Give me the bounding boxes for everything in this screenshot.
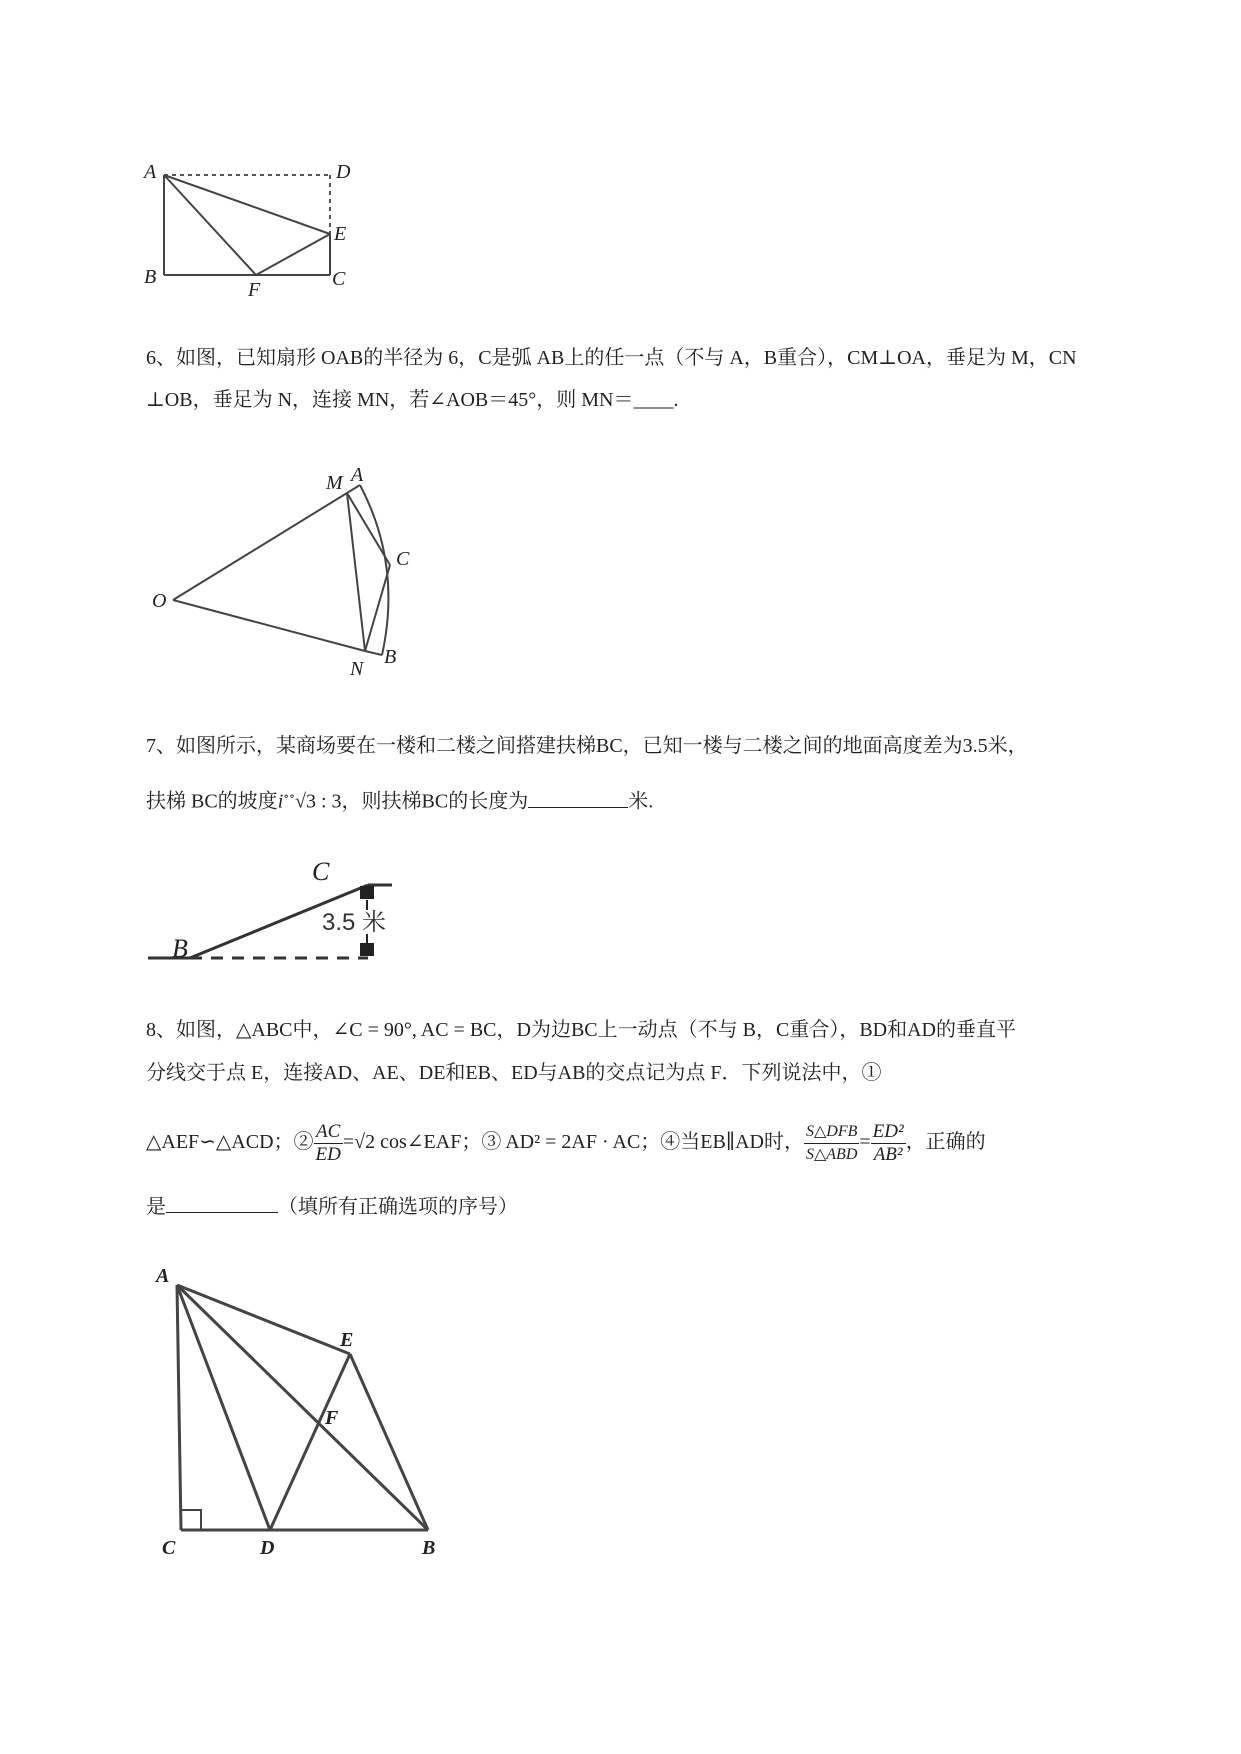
figure-rectangle-fold [130, 150, 360, 300]
fraction-ed-ab-den: AB² [873, 1143, 903, 1165]
q8-text-3b: =√2 cos∠EAF；③ AD² = 2AF · AC；④当EB∥AD时， [342, 1131, 804, 1153]
label-B: B [172, 934, 188, 963]
question-7-line-1: 7、如图所示，某商场要在一楼和二楼之间搭建扶梯BC，已知一楼与二楼之间的地面高度差为3.5米， [146, 735, 1028, 757]
question-8-line-1: 8、如图，△ABC中，∠C = 90°, AC = BC，D为边BC上一动点（不与 B，C重合），BD和AD的垂直平 [146, 1019, 1016, 1041]
label-B: B [384, 646, 397, 668]
label-N: N [350, 658, 364, 680]
q8-text-4a: 是 [146, 1196, 166, 1218]
q7-text-d: 米. [628, 790, 654, 813]
label-E: E [334, 223, 347, 245]
figure-escalator [140, 850, 420, 980]
fraction-area-ratio-den: S△ABD [805, 1145, 858, 1163]
label-C: C [396, 548, 410, 570]
label-D: D [336, 161, 351, 183]
figure-right-triangle [140, 1260, 470, 1560]
q8-text-3c: = [859, 1131, 871, 1153]
question-8-line-4 [146, 1196, 1166, 1217]
q7-slope-symbol: i [277, 790, 284, 813]
label-C: C [332, 268, 346, 290]
label-C: C [162, 1537, 176, 1559]
q7-answer-blank[interactable] [528, 791, 628, 808]
q8-text-3a: △AEF∽△ACD；② [146, 1131, 314, 1153]
label-O: O [152, 590, 167, 612]
q8-text-4b: （填所有正确选项的序号） [278, 1196, 518, 1218]
q8-answer-blank[interactable] [166, 1196, 278, 1213]
fraction-area-ratio-num: S△DFB [804, 1121, 859, 1144]
label-F: F [248, 279, 261, 300]
q7-text-a: 扶梯 BC的坡度 [146, 790, 278, 813]
label-E: E [340, 1329, 354, 1351]
figure-sector [140, 455, 430, 685]
question-8-line-2: 分线交于点 E，连接AD、AE、DE和EB、ED与AB的交点记为点 F．下列说法中，① [146, 1062, 882, 1084]
fraction-area-ratio [804, 1121, 859, 1166]
fraction-ed-ab [871, 1121, 906, 1166]
q7-text-c: √3 : 3，则扶梯BC的长度为 [295, 790, 529, 813]
label-D: D [260, 1537, 275, 1559]
q7-equal-glyph: ∘∘ [283, 789, 296, 803]
fraction-ac-ed-num: AC [314, 1121, 343, 1144]
question-6-line-1: 6、如图，已知扇形 OAB的半径为 6，C是弧 AB上的任一点（不与 A，B重合），CM⊥OA，垂足为 M，CN [146, 347, 1077, 369]
label-A: A [144, 161, 157, 183]
fraction-ac-ed-den: ED [315, 1143, 341, 1165]
question-6-line-2: ⊥OB，垂足为 N，连接 MN，若∠AOB＝45°，则 MN＝____. [146, 389, 679, 411]
fraction-ac-ed [314, 1121, 343, 1166]
fraction-ed-ab-num: ED² [872, 1120, 904, 1142]
label-A: A [351, 464, 364, 486]
label-B: B [144, 266, 157, 288]
question-8-line-3 [146, 1118, 1166, 1166]
label-M: M [326, 472, 343, 494]
label-A: A [156, 1265, 170, 1287]
q8-text-3d: ，正确的 [905, 1131, 986, 1153]
question-7-line-2 [146, 786, 1166, 812]
height-label: 3.5 米 [322, 909, 387, 936]
label-B: B [422, 1537, 436, 1559]
label-C: C [312, 857, 330, 886]
label-F: F [325, 1407, 339, 1429]
